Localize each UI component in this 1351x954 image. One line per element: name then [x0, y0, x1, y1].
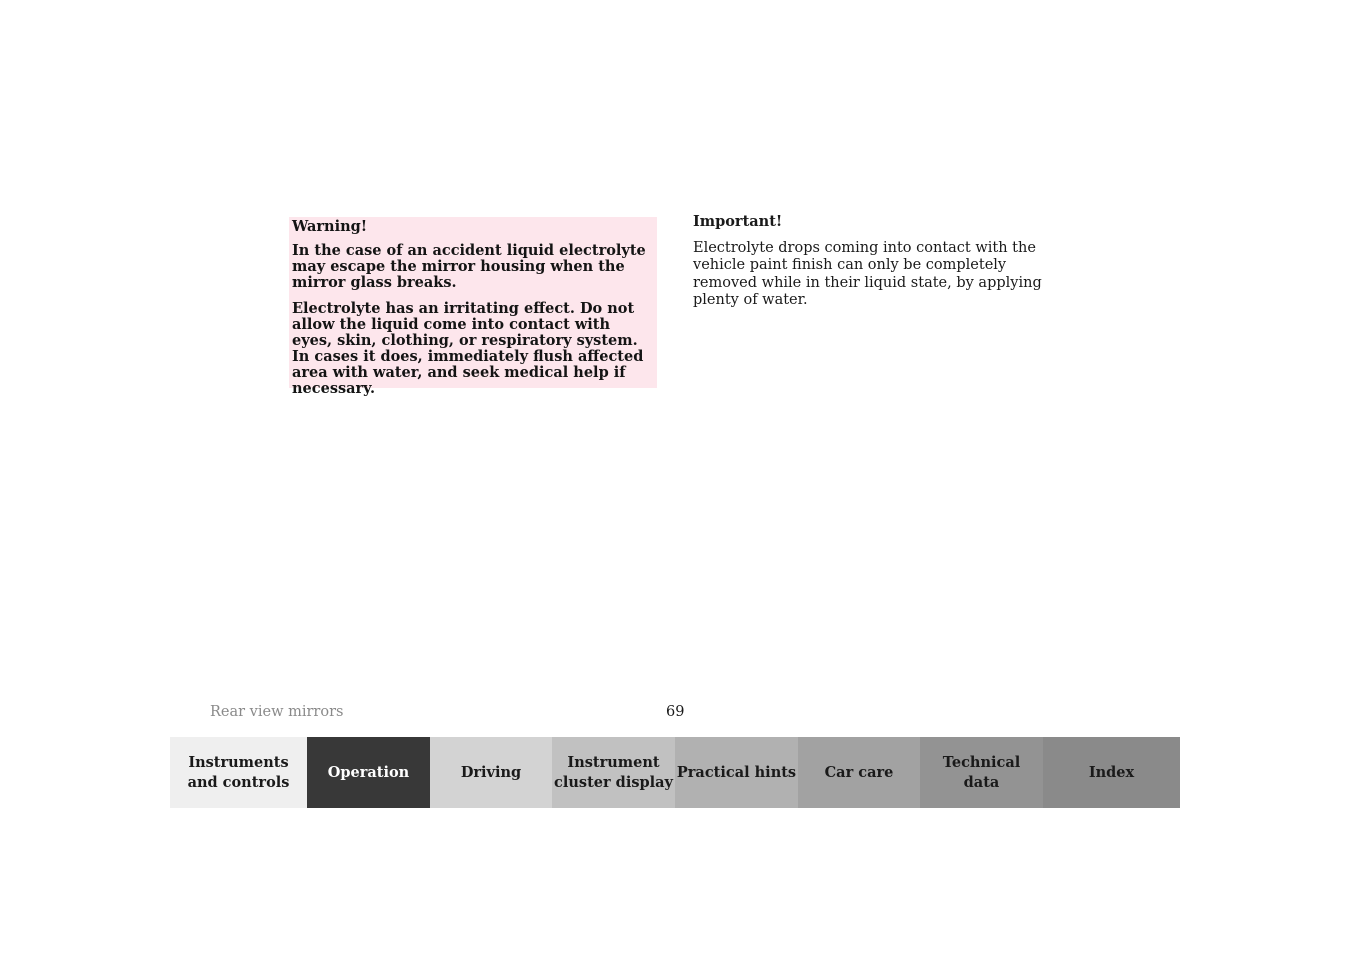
tab-operation[interactable]: Operation — [307, 737, 430, 808]
important-title: Important! — [693, 213, 783, 230]
warning-paragraph-2: Electrolyte has an irritating effect. Do not allow the liquid come into contact with eyes, skin, clothing, or respiratory system. In cases it does, immediately flush affected area with water, and seek medical help if necessary. — [292, 300, 644, 397]
tab-car-care[interactable]: Car care — [798, 737, 920, 808]
chapter-tab-bar — [170, 737, 1180, 808]
page-number: 69 — [666, 704, 685, 720]
important-note — [693, 213, 1063, 310]
warning-box — [289, 217, 657, 397]
tab-index[interactable]: Index — [1043, 737, 1180, 808]
important-text: Electrolyte drops coming into contact with the vehicle paint finish can only be completely removed while in their liquid state, by applying plenty of water. — [693, 239, 1042, 308]
tab-driving[interactable]: Driving — [430, 737, 552, 808]
warning-paragraph-1: In the case of an accident liquid electrolyte may escape the mirror housing when the mirror glass breaks. — [292, 242, 646, 291]
warning-title: Warning! — [292, 218, 368, 235]
tab-technical-data[interactable]: Technical data — [920, 737, 1043, 808]
tab-practical-hints[interactable]: Practical hints — [675, 737, 798, 808]
tab-instruments-and-controls[interactable]: Instruments and controls — [170, 737, 307, 808]
tab-instrument-cluster-display[interactable]: Instrument cluster display — [552, 737, 675, 808]
section-title: Rear view mirrors — [210, 704, 344, 720]
